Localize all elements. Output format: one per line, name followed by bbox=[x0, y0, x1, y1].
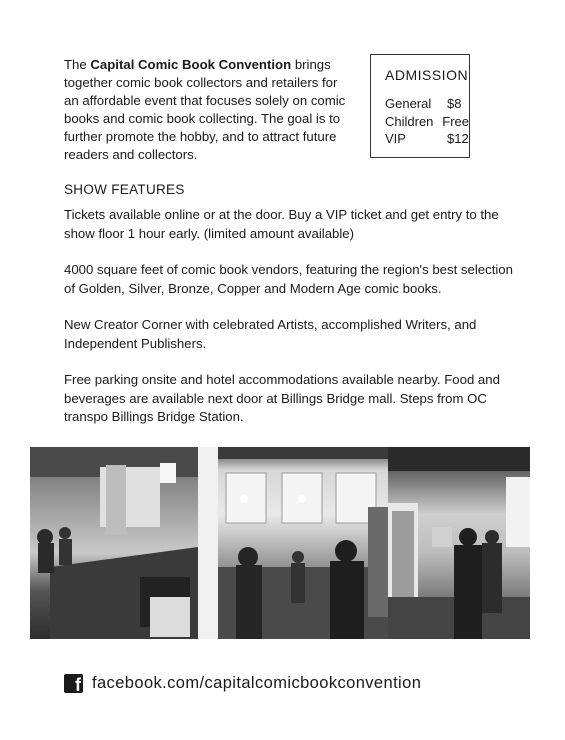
facebook-url[interactable]: facebook.com/capitalcomicbookconvention bbox=[92, 674, 422, 692]
feature-tickets: Tickets available online or at the door. Buy a VIP ticket and get entry to the show floor 1 hour early. (limited amount available) bbox=[64, 207, 499, 241]
admission-price: $8 bbox=[447, 96, 462, 111]
admission-label: VIP bbox=[385, 131, 406, 146]
intro-rest: brings together comic book collectors and retailers for an affordable event that focuses solely on comic books and comic book collecting. The goal is to further promote the hobby, and to attract future readers and collectors. bbox=[64, 57, 346, 162]
event-photo-comic-racks bbox=[388, 447, 530, 639]
facebook-icon: f bbox=[64, 674, 83, 693]
event-photo-vendor-tables bbox=[30, 447, 218, 639]
admission-row-general bbox=[385, 95, 469, 113]
admission-row-vip bbox=[385, 130, 469, 148]
intro-paragraph bbox=[64, 56, 354, 164]
event-photo-collage bbox=[30, 447, 530, 639]
feature-creator-corner: New Creator Corner with celebrated Artists, accomplished Writers, and Independent Publishers. bbox=[64, 317, 477, 351]
admission-box bbox=[370, 54, 470, 158]
admission-title: ADMISSION bbox=[385, 67, 469, 83]
admission-price: $12 bbox=[447, 131, 469, 146]
event-photo-hall-crowd bbox=[218, 447, 388, 639]
intro-lead: The bbox=[64, 57, 91, 72]
show-features-heading: SHOW FEATURES bbox=[64, 182, 185, 197]
feature-vendors: 4000 square feet of comic book vendors, featuring the region's best selection of Golden, Silver, Bronze, Copper and Modern Age comic books. bbox=[64, 262, 513, 296]
feature-parking: Free parking onsite and hotel accommodations available nearby. Food and beverages are available next door at Billings Bridge mall. Steps from OC transpo Billings Bridge Station. bbox=[64, 372, 500, 424]
show-features-list bbox=[64, 206, 514, 445]
facebook-link[interactable] bbox=[64, 674, 421, 693]
admission-label: Children bbox=[385, 113, 434, 129]
admission-row-children bbox=[385, 113, 469, 131]
admission-label: General bbox=[385, 96, 432, 111]
convention-name: Capital Comic Book Convention bbox=[90, 57, 292, 72]
admission-price: Free bbox=[442, 113, 469, 129]
